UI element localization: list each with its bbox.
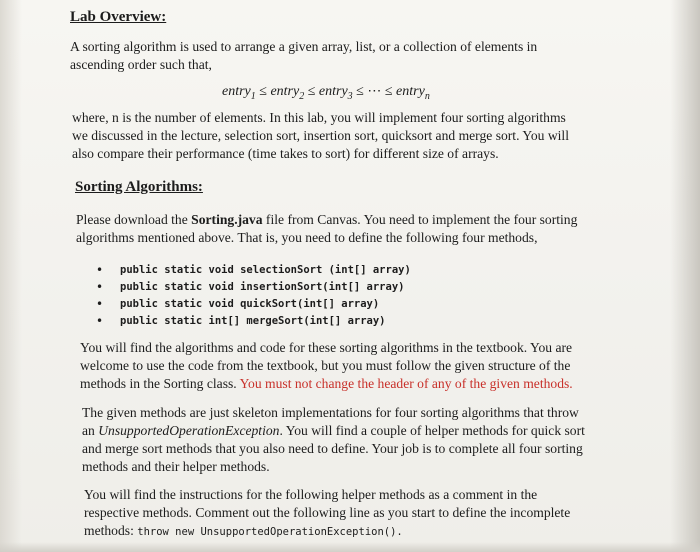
formula-sub-2: 2	[299, 90, 305, 102]
sorting-p3-text-after: . You will find a couple of helper methods for quick sort	[279, 423, 585, 438]
formula-sub-1: 1	[250, 90, 256, 102]
method-signature: public static int[] mergeSort(int[] array)	[120, 315, 386, 327]
formula-relation-3: ≤	[356, 84, 364, 99]
method-item-selection-sort	[96, 262, 411, 279]
sorting-p1-text-after: file from Canvas. You need to implement the four sorting	[262, 212, 578, 227]
sorting-p2-line-3	[80, 375, 573, 393]
sorting-p3-line-2	[82, 422, 585, 440]
throw-statement-code: throw new UnsupportedOperationException().	[137, 526, 403, 538]
sorting-p3-line-4: methods and their helper methods.	[82, 459, 270, 474]
bullet-icon: •	[96, 280, 104, 294]
bullet-icon: •	[96, 314, 104, 328]
formula-entry-1: entry	[222, 84, 251, 99]
overview-paragraph-1	[70, 38, 537, 74]
bullet-icon: •	[96, 263, 104, 277]
filename-sorting-java: Sorting.java	[191, 212, 263, 227]
formula-relation-1: ≤	[259, 84, 267, 99]
sorting-p3-line-3: and merge sort methods that you also need to define. Your job is to complete all four sorting	[82, 441, 583, 456]
overview-p2-line-1: where, n is the number of elements. In this lab, you will implement four sorting algorithms	[72, 110, 566, 125]
method-item-merge-sort	[96, 313, 411, 330]
formula-sub-n: n	[424, 90, 430, 102]
exception-name: UnsupportedOperationException	[98, 423, 280, 438]
bullet-icon: •	[96, 297, 104, 311]
heading-lab-overview: Lab Overview:	[70, 9, 167, 25]
overview-p2-line-3: also compare their performance (time takes to sort) for different size of arrays.	[72, 146, 499, 161]
method-signature: public static void selectionSort (int[] array)	[120, 264, 411, 276]
overview-p2-line-2: we discussed in the lecture, selection sort, insertion sort, quicksort and merge sort. You will	[72, 128, 569, 143]
method-item-quick-sort	[96, 296, 411, 313]
sorting-p1-text-before: Please download the	[76, 212, 192, 227]
formula-entry-2: entry	[270, 84, 300, 99]
sorting-p2-line-2: welcome to use the code from the textbook, but you must follow the given structure of the	[80, 358, 571, 373]
sorting-p4-line-1: You will find the instructions for the following helper methods as a comment in the	[84, 487, 538, 502]
sorting-paragraph-1	[76, 211, 577, 247]
formula-ellipsis: ⋯	[367, 84, 382, 99]
sorting-p4-line-2: respective methods. Comment out the following line as you start to define the incomplete	[84, 505, 571, 520]
heading-sorting-algorithms: Sorting Algorithms:	[75, 179, 203, 195]
sorting-p1-line-1	[76, 211, 577, 229]
overview-p1-line-1: A sorting algorithm is used to arrange a given array, list, or a collection of elements in	[70, 39, 538, 54]
formula-relation-2: ≤	[307, 84, 316, 99]
formula-entry-3: entry	[318, 84, 348, 99]
method-signature-list	[96, 262, 411, 330]
header-warning-text: You must not change the header of any of the given methods.	[239, 376, 573, 391]
overview-p1-line-2: ascending order such that,	[70, 57, 212, 72]
formula-relation-4: ≤	[384, 84, 393, 99]
method-signature: public static void quickSort(int[] array)	[120, 298, 380, 310]
formula-sub-3: 3	[347, 90, 353, 102]
sorting-p4-text: methods:	[84, 523, 138, 538]
sorting-p3-line-1: The given methods are just skeleton implementations for four sorting algorithms that throw	[82, 405, 579, 420]
ordering-formula	[222, 83, 430, 106]
sorting-paragraph-4	[84, 486, 570, 541]
sorting-paragraph-3	[82, 404, 585, 476]
method-item-insertion-sort	[96, 279, 411, 296]
sorting-p3-text-before: an	[82, 423, 99, 438]
sorting-paragraph-2	[80, 339, 573, 393]
method-signature: public static void insertionSort(int[] array)	[120, 281, 405, 293]
formula-entry-n: entry	[396, 84, 425, 99]
sorting-p2-line-1: You will find the algorithms and code for these sorting algorithms in the textbook. You are	[80, 340, 573, 355]
sorting-p1-line-2: algorithms mentioned above. That is, you need to define the following four methods,	[76, 230, 538, 245]
sorting-p2-text: methods in the Sorting class.	[80, 376, 240, 391]
sorting-p4-line-3	[84, 522, 570, 541]
overview-paragraph-2	[72, 109, 569, 163]
